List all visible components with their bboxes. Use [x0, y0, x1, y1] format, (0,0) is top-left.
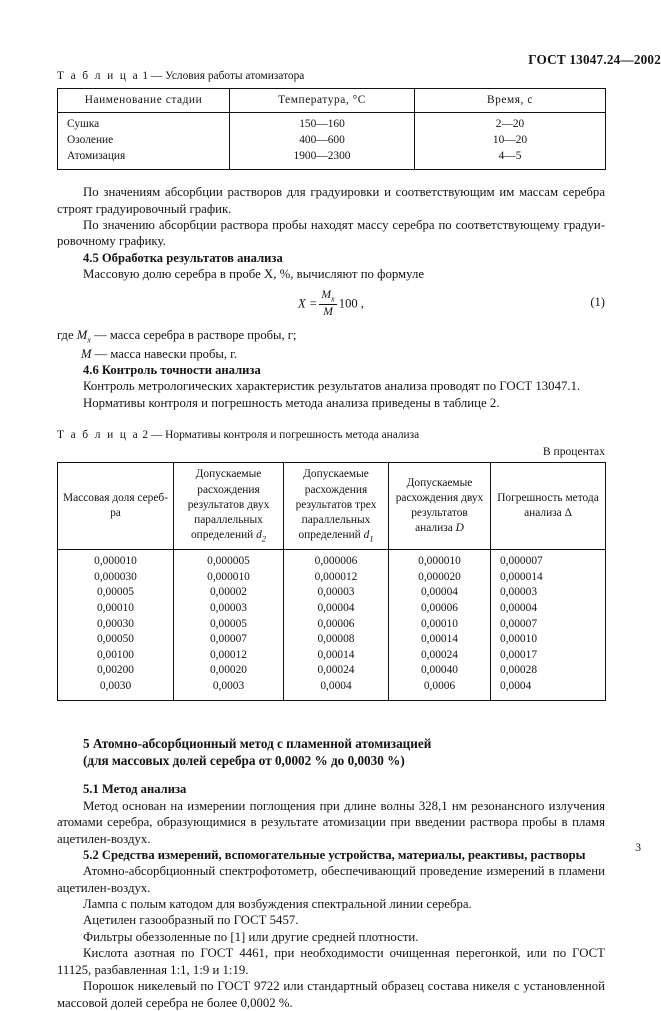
- paragraph-calibration-graph: По значениям абсорбции растворов для градуировки и соответствующим им массам серебра строят градуировочный график.: [57, 185, 605, 216]
- top-spacer-2: [57, 8, 605, 26]
- table2-cell: 0,00004: [500, 601, 538, 614]
- table1-cell: 10—20: [492, 133, 528, 146]
- formula-legend-symbol-m: M: [81, 346, 92, 361]
- table2-cell: 0,00006: [317, 617, 355, 630]
- table2-cell: 0,0006: [423, 680, 456, 693]
- paragraph-nitric-acid: Кислота азотная по ГОСТ 4461, при необходимости очищенная перегонкой, или по ГОСТ 11125, разбавленная 1:1, 1:9 и 1:19.: [57, 946, 605, 977]
- table2-delta-cells: [491, 550, 606, 701]
- table2-col-line: Массовая доля сереб-: [62, 491, 169, 504]
- table2-cell: 0,00014: [317, 648, 355, 661]
- paragraph-mass-fraction-formula-intro: Массовую долю серебра в пробе X, %, вычисляют по формуле: [83, 267, 425, 282]
- table2-caption-word: Т а б л и ц а: [57, 429, 140, 442]
- table2-cell: 0,0004: [500, 680, 532, 693]
- table2-col-line: результатов двух: [187, 498, 270, 511]
- paragraph-method-principle: Метод основан на измерении поглощения при длине волны 328,1 нм резонансного излучения атомами серебра, образующимися в результате атомизации при введении раствора пробы в пламя ацетилен-воздух.: [57, 798, 605, 846]
- table2-cell: 0,00010: [420, 617, 459, 630]
- heading-section-5-line1: 5 Атомно-абсорбционный метод с пламенной атомизацией: [83, 735, 432, 751]
- table2-cell: 0,0030: [99, 680, 132, 693]
- top-spacer: [57, 0, 605, 8]
- table1-cell: 4—5: [498, 149, 522, 162]
- table1-cell: Озоление: [67, 133, 114, 146]
- table2-col-symbol: d: [256, 529, 262, 542]
- table2-col-line: Допускаемые: [406, 476, 473, 489]
- formula-legend-text-1: — масса серебра в растворе пробы, г;: [94, 327, 297, 342]
- table2-d2-cells: [174, 550, 284, 701]
- page-content: [57, 0, 605, 1011]
- table1-stage-cells: [58, 113, 230, 170]
- table1-cell: 400—600: [299, 133, 345, 146]
- table2-header-row: [58, 463, 606, 550]
- table2-cell: 0,0003: [212, 680, 245, 693]
- table2-cell: 0,00003: [209, 601, 248, 614]
- table1-col-temperature: Температура, °С: [230, 89, 415, 113]
- paragraph-nickel-powder: Порошок никелевый по ГОСТ 9722 или стандартный образец состава никеля с установленной массовой долей серебра не более 0,0002 %.: [57, 979, 605, 1010]
- table2-col-line-with-symbol: [392, 506, 487, 537]
- table2-d1-cells: [284, 550, 389, 701]
- table2-cell: 0,00030: [96, 617, 135, 630]
- table2-cell: 0,000005: [207, 555, 250, 568]
- table2-cell: 0,00007: [209, 633, 248, 646]
- table2-mass-fraction-cells: [58, 550, 174, 701]
- table2-cell: 0,00007: [500, 617, 538, 630]
- table2-cell: 0,000012: [314, 570, 358, 583]
- table2-D-cells: [389, 550, 491, 701]
- heading-5-1: 5.1 Метод анализа: [83, 782, 187, 797]
- formula-legend-subscript-x: x: [87, 335, 91, 345]
- formula-legend: [57, 327, 605, 363]
- paragraph-metrology-control: Контроль метрологических характеристик результатов анализа проводят по ГОСТ 13047.1.: [83, 379, 581, 394]
- table2-cell: 0,00004: [420, 586, 459, 599]
- table2-cell: 0,00006: [420, 601, 459, 614]
- table2-col-symbol: d: [363, 529, 370, 542]
- table2-col-line-text: определений: [190, 529, 254, 542]
- table2-cell: 0,00028: [500, 664, 538, 677]
- table1-temperature-cells: [230, 113, 415, 170]
- table2-cell: 0,0004: [320, 680, 352, 693]
- section5-gap: [57, 769, 605, 781]
- table2-col-line-with-symbol: [494, 506, 602, 521]
- table2-col-line-with-symbol: [287, 528, 385, 545]
- table2-cell: 0,00010: [500, 633, 538, 646]
- table2-cell: 0,00002: [209, 586, 248, 599]
- table2-cell: 0,00003: [317, 586, 355, 599]
- table2-col-line-text: результатов анализа: [411, 507, 468, 535]
- table2-col-d2: [174, 463, 284, 550]
- formula-block: [57, 287, 605, 321]
- paragraph-control-norms: Нормативы контроля и погрешность метода анализа приведены в таблице 2.: [83, 395, 500, 410]
- table2-cell: 0,000010: [94, 555, 137, 568]
- heading-4-6: 4.6 Контроль точности анализа: [83, 363, 261, 378]
- table2-col-symbol: Δ: [564, 507, 572, 520]
- table2-col-symbol: D: [455, 522, 464, 535]
- paragraph-sample-mass: По значению абсорбции раствора пробы находят массу серебра по соответствующему градуи-ровочному графику.: [57, 218, 605, 249]
- formula-lhs: X =: [298, 296, 318, 311]
- table2-cell: 0,00020: [209, 664, 248, 677]
- table2-cell: 0,00050: [96, 633, 135, 646]
- table-atomizer-conditions: [57, 88, 606, 170]
- table1-time-cells: [415, 113, 606, 170]
- table2-cell: 0,00024: [420, 648, 459, 661]
- table2-cell: 0,00014: [420, 633, 459, 646]
- table2-cell: 0,000014: [500, 570, 543, 583]
- table1-col-time: Время, с: [415, 89, 606, 113]
- table2-col-line: ра: [110, 507, 121, 520]
- formula-legend-prefix: где: [57, 327, 74, 342]
- after-table2-gap: [57, 701, 605, 723]
- formula-legend-text-2: — масса навески пробы, г.: [94, 346, 238, 361]
- table1-cell: 2—20: [495, 118, 525, 131]
- table2-cell: 0,00005: [96, 586, 135, 599]
- table2-cell: 0,00017: [500, 648, 538, 661]
- table1-cell: 1900—2300: [293, 149, 351, 162]
- table1-header-row: [58, 89, 606, 113]
- table-control-norms: [57, 462, 606, 700]
- table2-cell: 0,00040: [420, 664, 459, 677]
- formula-fraction: [319, 289, 336, 318]
- table2-col-line: параллельных: [301, 514, 371, 527]
- running-head-standard-number: ГОСТ 13047.24—2002: [528, 52, 661, 67]
- table1-col-stage: Наименование стадии: [58, 89, 230, 113]
- table1-cell: Атомизация: [67, 149, 126, 162]
- table2-units-note: В процентах: [542, 445, 605, 459]
- table2-cell: 0,000010: [207, 570, 250, 583]
- table2-col-symbol-sub: 1: [369, 534, 374, 544]
- formula-legend-symbol-mx: M: [76, 327, 88, 342]
- page-number: 3: [635, 841, 641, 854]
- table2-cell: 0,00012: [209, 648, 248, 661]
- table1-caption-rest: 1 — Условия работы атомизатора: [142, 70, 305, 82]
- table2-cell: 0,000010: [418, 555, 461, 568]
- table1-caption-word: Т а б л и ц а: [57, 70, 140, 82]
- table2-cell: 0,00010: [96, 601, 135, 614]
- table2-col-mass-fraction: [58, 463, 174, 550]
- table2-col-symbol-sub: 2: [261, 534, 267, 544]
- after-table2-gap-2: [57, 723, 605, 735]
- table2-cell: 0,00004: [317, 601, 355, 614]
- formula-numerator: [319, 289, 336, 304]
- table1-cell: 150—160: [299, 118, 345, 131]
- table2-col-D: [389, 463, 491, 550]
- table2-caption: [57, 429, 605, 441]
- table1-caption: [57, 70, 605, 82]
- table2-cell: 0,000007: [500, 555, 543, 568]
- table2-col-line: расхождения: [197, 483, 260, 496]
- table2-col-line: Допускаемые: [303, 468, 369, 481]
- formula-factor: 100 ,: [338, 296, 364, 311]
- table2-cell: 0,00024: [317, 664, 355, 677]
- top-spacer-3: [57, 26, 605, 48]
- formula-legend-line-2: [57, 346, 605, 362]
- table2-col-line: расхождения двух: [395, 491, 484, 504]
- table2-cell: 0,000006: [314, 555, 358, 568]
- paragraph-acetylene: Ацетилен газообразный по ГОСТ 5457.: [83, 913, 299, 928]
- table2-col-line: результатов трех: [295, 498, 377, 511]
- table2-col-line: Погрешность метода: [497, 491, 599, 504]
- table2-col-delta: [491, 463, 606, 550]
- table2-cell: 0,00008: [317, 633, 355, 646]
- table2-col-line: расхождения: [304, 483, 368, 496]
- paragraph-spectrophotometer: Атомно-абсорбционный спектрофотометр, обеспечивающий проведение измерений в пламени ацетилен-воздух.: [57, 864, 605, 895]
- heading-section-5: [57, 735, 605, 770]
- table2-cell: 0,00200: [96, 664, 135, 677]
- table2-cell: 0,00100: [96, 648, 135, 661]
- formula-denominator: M: [319, 304, 336, 318]
- paragraph-filters: Фильтры обеззоленные по [1] или другие средней плотности.: [83, 929, 419, 944]
- top-spacer-4: [57, 48, 605, 70]
- table2-col-line: Допускаемые: [195, 468, 262, 481]
- table2-caption-rest: 2 — Нормативы контроля и погрешность метода анализа: [142, 429, 420, 442]
- table2-cell: 0,000030: [94, 570, 137, 583]
- table2-col-line-text: анализа: [524, 507, 562, 520]
- table2-col-line: параллельных: [194, 514, 263, 527]
- after-table1-gap: [57, 170, 605, 184]
- table1-body-row: [58, 113, 606, 170]
- heading-section-5-line2: (для массовых долей серебра от 0,0002 % до 0,0030 %): [83, 753, 405, 769]
- table2-cell: 0,00005: [209, 617, 248, 630]
- table1-cell: Сушка: [67, 118, 100, 131]
- paragraph-lamp: Лампа с полым катодом для возбуждения спектральной линии серебра.: [83, 897, 472, 912]
- formula-numerator-symbol: M: [321, 287, 332, 301]
- heading-4-5: 4.5 Обработка результатов анализа: [83, 250, 283, 265]
- table2-col-d1: [284, 463, 389, 550]
- heading-5-2: 5.2 Средства измерений, вспомогательные устройства, материалы, реактивы, растворы: [83, 847, 586, 862]
- table2-body-row: [58, 550, 606, 701]
- table2-cell: 0,000020: [418, 570, 461, 583]
- formula-number: (1): [590, 294, 605, 309]
- formula-numerator-subscript: x: [331, 293, 335, 303]
- table2-cell: 0,00003: [500, 586, 538, 599]
- table2-col-line-text: определений: [298, 529, 361, 542]
- formula-expression: [57, 287, 605, 319]
- table2-col-line-with-symbol: [177, 528, 280, 545]
- before-table2-gap: [57, 411, 605, 429]
